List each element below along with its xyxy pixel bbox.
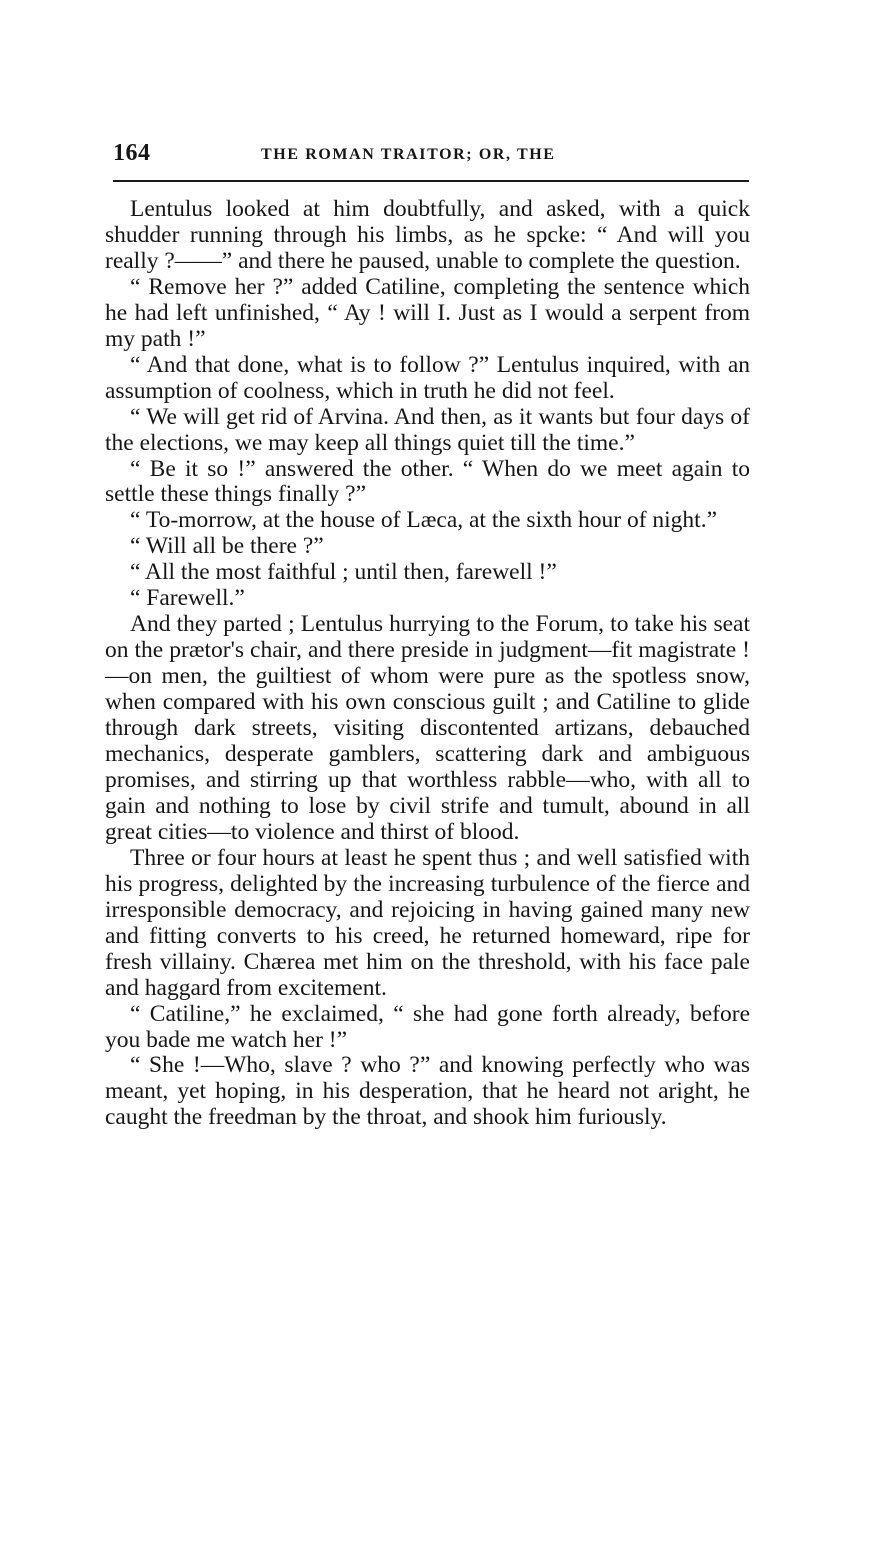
paragraph: “ To-morrow, at the house of Læca, at the sixth hour of night.” xyxy=(130,507,718,534)
paragraph: And they parted ; Lentulus hurrying to the Forum, to take his seat on the prætor's chair, and there preside in judgment—fit magistrate !—on men, the guiltiest of whom were pure as the spotless snow, when compared with his own conscious guilt ; and Catiline to glide through dark streets, visiting discontented artizans, debauched mechanics, desperate gamblers, scattering dark and ambiguous promises, and stirring up that worthless rabble—who, with all to gain and nothing to lose by civil strife and tumult, abound in all great cities—to violence and thirst of blood. xyxy=(105,611,750,845)
paragraph: “ Catiline,” he exclaimed, “ she had gone forth already, before you bade me watch her !” xyxy=(105,1000,750,1053)
page-body xyxy=(105,197,750,1131)
paragraph: “ We will get rid of Arvina. And then, as it wants but four days of the elections, we may keep all things quiet till the time.” xyxy=(105,403,750,456)
header-rule xyxy=(113,180,749,182)
paragraph: “ Be it so !” answered the other. “ When do we meet again to settle these things finally ?” xyxy=(105,455,750,508)
page-number: 164 xyxy=(113,140,151,166)
paragraph: “ Remove her ?” added Catiline, completing the sentence which he had left unfinished, “ Ay ! will I. Just as I would a serpent from my path !” xyxy=(105,273,750,352)
paragraph: Three or four hours at least he spent thus ; and well satisfied with his progress, delighted by the increasing turbulence of the fierce and irresponsible democracy, and rejoicing in having gained many new and fitting converts to his creed, he returned homeward, ripe for fresh villainy. Chærea met him on the threshold, with his face pale and haggard from excitement. xyxy=(105,844,750,1001)
paragraph: “ Will all be there ?” xyxy=(130,533,324,560)
paragraph: “ She !—Who, slave ? who ?” and knowing perfectly who was meant, yet hoping, in his desperation, that he heard not aright, he caught the freedman by the throat, and shook him furiously. xyxy=(105,1052,750,1131)
running-head: THE ROMAN TRAITOR; OR, THE xyxy=(261,146,556,163)
paragraph: “ And that done, what is to follow ?” Lentulus inquired, with an assumption of coolness, which in truth he did not feel. xyxy=(105,351,750,404)
paragraph: “ Farewell.” xyxy=(130,585,245,612)
paragraph: “ All the most faithful ; until then, farewell !” xyxy=(130,559,557,586)
page-header xyxy=(113,140,748,172)
paragraph: Lentulus looked at him doubtfully, and asked, with a quick shudder running through his limbs, as he spcke: “ And will you really ?——” and there he paused, unable to complete the question. xyxy=(105,196,750,274)
